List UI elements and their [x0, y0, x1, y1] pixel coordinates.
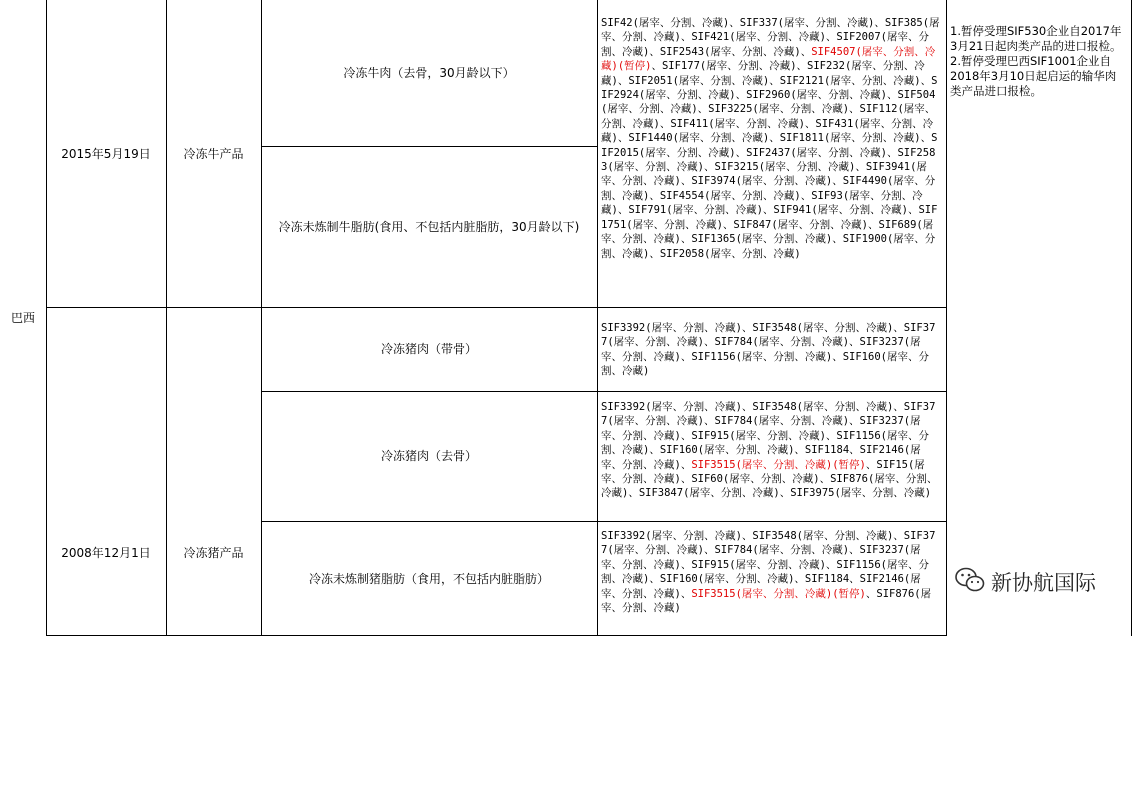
enterprise-list-bone-in-pork: [599, 321, 943, 389]
notes-cell: [948, 24, 1128, 99]
wechat-icon: [955, 567, 985, 597]
date-label: 2008年12月1日: [61, 546, 151, 560]
enterprise-list-beef: [599, 16, 943, 306]
grid-line: [261, 391, 946, 392]
enterprise-list-pork-fat: [599, 529, 943, 635]
grid-line: [946, 0, 947, 636]
watermark-text: 新协航国际: [991, 571, 1096, 595]
product-label: 冷冻未炼制猪脂肪（食用，不包括内脏脂肪）: [308, 571, 549, 586]
grid-line: [46, 0, 47, 636]
note-2: 2.暂停受理巴西SIF1001企业自2018年3月10日起启运的输华肉类产品进口报检。: [950, 54, 1117, 98]
category-cell-pork: [166, 307, 261, 799]
enterprise-text: 、SIF177(屠宰、分割、冷藏)、SIF232(屠宰、分割、冷藏)、SIF2051(屠宰、分割、冷藏)、SIF2121(屠宰、分割、冷藏)、SIF2924(屠宰、分割、冷藏)、SIF2960(屠宰、分割、冷藏)、SIF504(屠宰、分割、冷藏)、SIF3225(屠宰、分割、冷藏)、SIF112(屠宰、分割、冷藏)、SIF411(屠宰、分割、冷藏)、SIF431(屠宰、分割、冷藏)、SIF1440(屠宰、分割、冷藏)、SIF1811(屠宰、分割、冷藏)、SIF2015(屠宰、分割、冷藏)、SIF2437(屠宰、分割、冷藏)、SIF2583(屠宰、分割、冷藏)、SIF3215(屠宰、分割、冷藏)、SIF3941(屠宰、分割、冷藏)、SIF3974(屠宰、分割、冷藏)、SIF4490(屠宰、分割、冷藏)、SIF4554(屠宰、分割、冷藏)、SIF93(屠宰、分割、冷藏)、SIF791(屠宰、分割、冷藏)、SIF941(屠宰、分割、冷藏)、SIF1751(屠宰、分割、冷藏)、SIF847(屠宰、分割、冷藏)、SIF689(屠宰、分割、冷藏)、SIF1365(屠宰、分割、冷藏)、SIF1900(屠宰、分割、冷藏)、SIF2058(屠宰、分割、冷藏): [601, 60, 938, 260]
product-cell-bone-in-pork: [261, 307, 597, 391]
grid-line: [261, 146, 597, 147]
suspended-enterprise: SIF3515(屠宰、分割、冷藏)(暂停): [691, 458, 866, 471]
product-cell-pork-fat: [261, 521, 597, 636]
suspended-enterprise: SIF4507(屠宰、分割、冷藏)(暂停): [601, 45, 936, 73]
date-cell-beef: [46, 0, 166, 307]
product-label: 冷冻猪肉（去骨）: [380, 449, 477, 463]
product-cell-frozen-beef: [261, 0, 597, 146]
grid-line: [46, 307, 946, 308]
enterprise-text: 、SIF15(屠宰、分割、冷藏)、SIF60(屠宰、分割、冷藏)、SIF876(屠宰、分割、冷藏)、SIF3847(屠宰、分割、冷藏)、SIF3975(屠宰、分割、冷藏): [601, 458, 938, 500]
country-label: 巴西: [10, 311, 35, 325]
enterprise-list-boneless-pork: [599, 400, 943, 520]
category-cell-beef: [166, 0, 261, 307]
enterprise-text: 、SIF876(屠宰、分割、冷藏): [601, 587, 932, 615]
product-cell-beef-fat: [261, 146, 597, 307]
country-cell: [0, 0, 46, 636]
grid-line: [166, 0, 167, 636]
suspended-enterprise: SIF3515(屠宰、分割、冷藏)(暂停): [691, 587, 866, 600]
date-label: 2015年5月19日: [61, 146, 151, 161]
date-cell-pork: [46, 307, 166, 799]
product-label: 冷冻未炼制牛脂肪(食用、不包括内脏脂肪，30月龄以下): [278, 219, 580, 234]
product-cell-boneless-pork: [261, 391, 597, 521]
watermark: [955, 567, 1096, 597]
grid-line: [261, 521, 946, 522]
grid-line: [597, 0, 598, 636]
enterprise-text: SIF3392(屠宰、分割、冷藏)、SIF3548(屠宰、分割、冷藏)、SIF377(屠宰、分割、冷藏)、SIF784(屠宰、分割、冷藏)、SIF3237(屠宰、分割、冷藏)、SIF1156(屠宰、分割、冷藏)、SIF160(屠宰、分割、冷藏): [601, 322, 936, 378]
enterprise-text: SIF42(屠宰、分割、冷藏)、SIF337(屠宰、分割、冷藏)、SIF385(屠宰、分割、冷藏)、SIF421(屠宰、分割、冷藏)、SIF2007(屠宰、分割、冷藏)、SIF2543(屠宰、分割、冷藏)、: [601, 17, 940, 58]
product-label: 冷冻牛肉（去骨，30月龄以下）: [343, 66, 515, 80]
enterprise-text: SIF3392(屠宰、分割、冷藏)、SIF3548(屠宰、分割、冷藏)、SIF377(屠宰、分割、冷藏)、SIF784(屠宰、分割、冷藏)、SIF3237(屠宰、分割、冷藏)、SIF915(屠宰、分割、冷藏)、SIF1156(屠宰、分割、冷藏)、SIF160(屠宰、分割、冷藏)、SIF1184、SIF2146(屠宰、分割、冷藏)、: [601, 401, 936, 471]
category-label: 冷冻猪产品: [183, 546, 244, 560]
category-label: 冷冻牛产品: [183, 146, 244, 161]
note-1: 1.暂停受理SIF530企业自2017年3月21日起肉类产品的进口报检。: [950, 24, 1122, 53]
enterprise-text: SIF3392(屠宰、分割、冷藏)、SIF3548(屠宰、分割、冷藏)、SIF377(屠宰、分割、冷藏)、SIF784(屠宰、分割、冷藏)、SIF3237(屠宰、分割、冷藏)、SIF915(屠宰、分割、冷藏)、SIF1156(屠宰、分割、冷藏)、SIF160(屠宰、分割、冷藏)、SIF1184、SIF2146(屠宰、分割、冷藏)、: [601, 530, 936, 600]
grid-line: [261, 0, 262, 636]
product-label: 冷冻猪肉（带骨）: [380, 342, 477, 356]
